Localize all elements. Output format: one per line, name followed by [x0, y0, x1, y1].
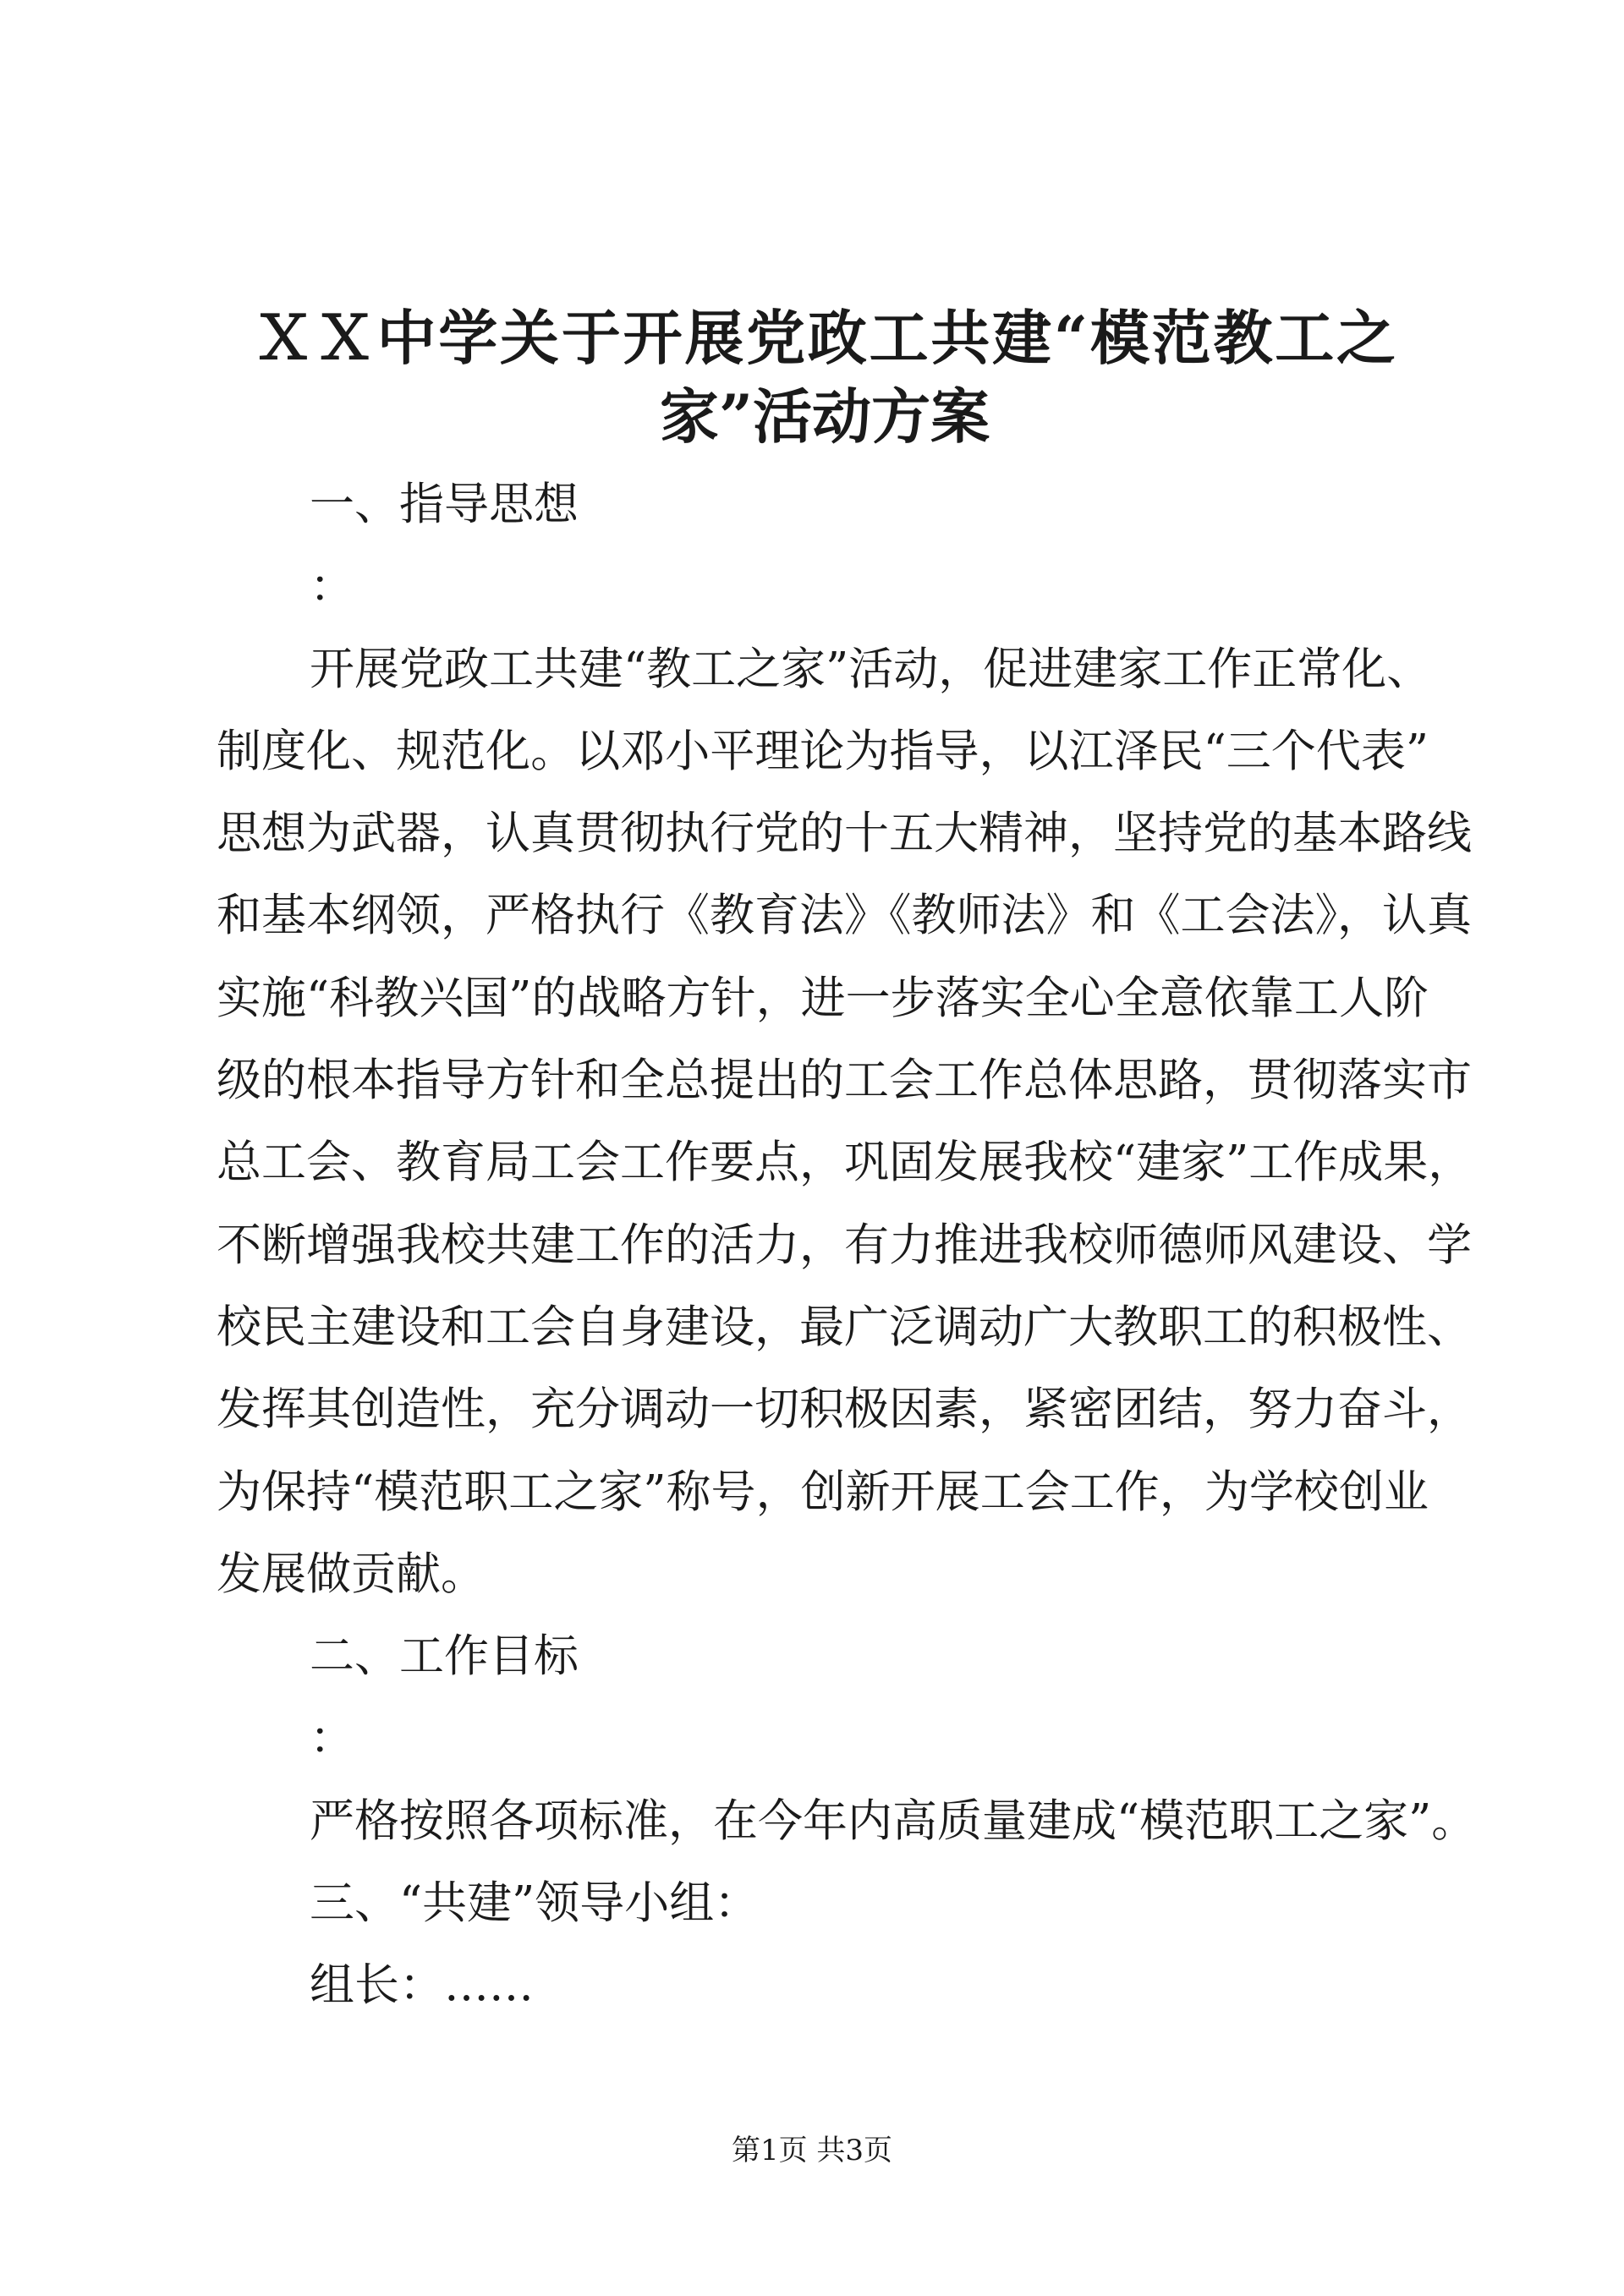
paragraph-line: 不断增强我校共建工作的活力，有力推进我校师德师风建设、学 [217, 1219, 1472, 1271]
section-colon: ： [310, 1712, 354, 1765]
paragraph-line: 制度化、规范化。以邓小平理论为指导，以江泽民“三个代表” [217, 725, 1429, 777]
paragraph-line: 级的根本指导方针和全总提出的工会工作总体思路，贯彻落实市 [217, 1055, 1472, 1107]
page-footer: 第1页 共3页 [731, 2134, 893, 2167]
paragraph-line: 实施“科教兴国”的战略方针，进一步落实全心全意依靠工人阶 [217, 972, 1429, 1024]
document-title [254, 299, 1396, 456]
paragraph-line: 和基本纲领，严格执行《教育法》《教师法》和《工会法》，认真 [217, 890, 1472, 942]
paragraph-line: 发挥其创造性，充分调动一切积极因素，紧密团结，努力奋斗， [217, 1384, 1472, 1436]
paragraph-line: 思想为武器，认真贯彻执行党的十五大精神，坚持党的基本路线 [217, 808, 1472, 860]
section-colon: ： [310, 561, 354, 613]
title-line-1: ＸＸ中学关于开展党政工共建“模范教工之 [254, 303, 1396, 373]
section-heading: 三、“共建”领导小组： [310, 1877, 760, 1930]
section-heading: 一、指导思想 [310, 479, 579, 530]
section-heading: 二、工作目标 [310, 1630, 579, 1683]
paragraph-line: 校民主建设和工会自身建设，最广泛调动广大教职工的积极性、 [217, 1301, 1472, 1353]
document-body [217, 463, 1477, 2027]
leader-line: 组长：…… [310, 1959, 534, 2012]
paragraph-line: 开展党政工共建“教工之家”活动，促进建家工作正常化、 [310, 643, 1432, 695]
paragraph-line: 发展做贡献。 [217, 1548, 486, 1600]
paragraph-line: 为保持“模范职工之家”称号，创新开展工会工作，为学校创业 [217, 1466, 1429, 1518]
paragraph-line: 总工会、教育局工会工作要点，巩固发展我校“建家”工作成果， [217, 1137, 1473, 1189]
goal-text: 严格按照各项标准，在今年内高质量建成“模范职工之家”。 [310, 1795, 1477, 1847]
title-line-2: 家”活动方案 [659, 381, 990, 452]
